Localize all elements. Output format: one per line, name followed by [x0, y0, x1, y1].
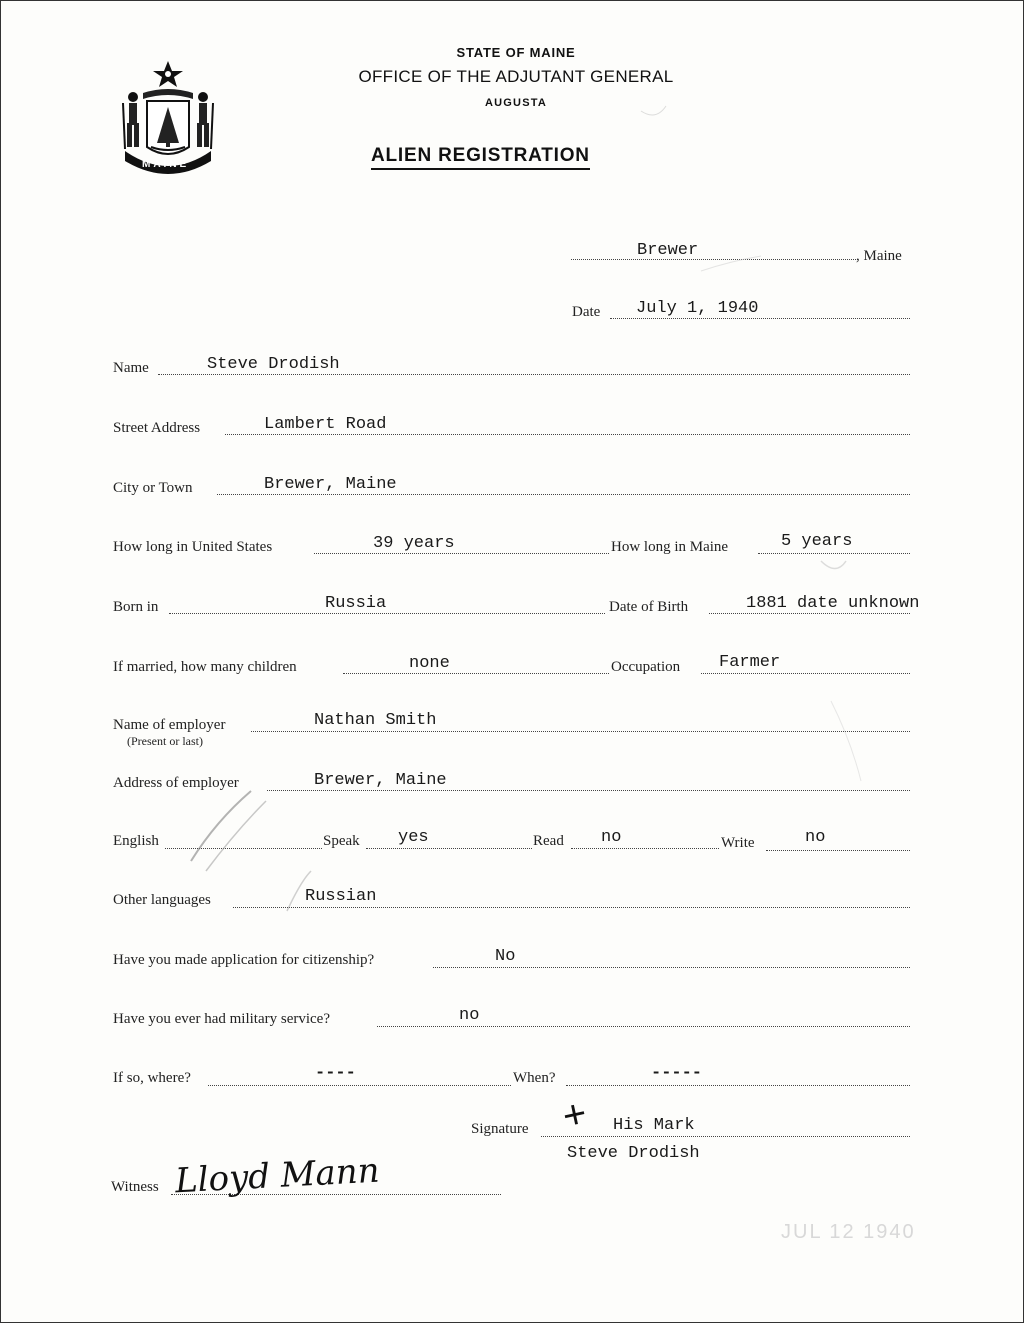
name-label: Name	[113, 360, 149, 376]
signature-printed-name: Steve Drodish	[567, 1144, 700, 1163]
employer-sublabel: (Present or last)	[127, 734, 203, 748]
english-label: English	[113, 833, 159, 849]
where-label: If so, where?	[113, 1070, 191, 1086]
maine-suffix-label: , Maine	[856, 248, 902, 264]
signature-label: Signature	[471, 1121, 529, 1137]
read-value: no	[601, 828, 622, 847]
dob-value: 1881 date unknown	[746, 594, 920, 613]
witness-signature: Lloyd Mann	[174, 1150, 381, 1202]
pencil-marks	[1, 1, 1023, 1322]
other-languages-value: Russian	[305, 887, 377, 906]
office-heading: OFFICE OF THE ADJUTANT GENERAL	[358, 67, 674, 86]
city-label: City or Town	[113, 480, 193, 496]
write-label: Write	[721, 835, 755, 851]
maine-time-label: How long in Maine	[611, 539, 729, 555]
street-address-label: Street Address	[113, 420, 201, 436]
born-in-label: Born in	[113, 599, 159, 615]
other-languages-label: Other languages	[113, 892, 211, 908]
page-title: ALIEN REGISTRATION	[371, 145, 590, 170]
military-label: Have you ever had military service?	[113, 1011, 330, 1027]
military-value: no	[459, 1006, 480, 1025]
date-value: July 1, 1940	[636, 299, 759, 318]
employer-address-label: Address of employer	[113, 775, 239, 791]
citizenship-label: Have you made application for citizenship?	[113, 952, 375, 968]
speak-value: yes	[398, 828, 429, 847]
children-label: If married, how many children	[113, 659, 297, 675]
dob-label: Date of Birth	[609, 599, 689, 615]
received-stamp: JUL 12 1940	[781, 1221, 916, 1243]
city-heading: AUGUSTA	[485, 97, 547, 109]
city-value: Brewer, Maine	[264, 475, 397, 494]
signature-mark-text: His Mark	[613, 1116, 695, 1135]
where-value: ----	[315, 1064, 356, 1083]
when-value: -----	[651, 1064, 703, 1083]
name-value: Steve Drodish	[207, 355, 340, 374]
write-value: no	[805, 828, 826, 847]
employer-label: Name of employer	[113, 717, 226, 733]
us-time-label: How long in United States	[113, 539, 273, 555]
street-address-value: Lambert Road	[264, 415, 387, 434]
children-value: none	[409, 654, 450, 673]
when-label: When?	[513, 1070, 556, 1086]
read-label: Read	[533, 833, 564, 849]
employer-value: Nathan Smith	[314, 711, 437, 730]
born-in-value: Russia	[325, 594, 387, 613]
maine-time-value: 5 years	[781, 532, 853, 551]
signature-mark: +	[558, 1091, 591, 1139]
state-heading: STATE OF MAINE	[456, 45, 576, 60]
speak-label: Speak	[323, 833, 360, 849]
occupation-label: Occupation	[611, 659, 681, 675]
employer-address-value: Brewer, Maine	[314, 771, 447, 790]
seal-banner-text: MAINE	[142, 159, 190, 170]
citizenship-value: No	[495, 947, 516, 966]
us-time-value: 39 years	[373, 534, 455, 553]
occupation-value: Farmer	[719, 653, 781, 672]
date-label: Date	[572, 304, 601, 320]
town-value: Brewer	[637, 241, 699, 260]
witness-label: Witness	[111, 1179, 159, 1195]
